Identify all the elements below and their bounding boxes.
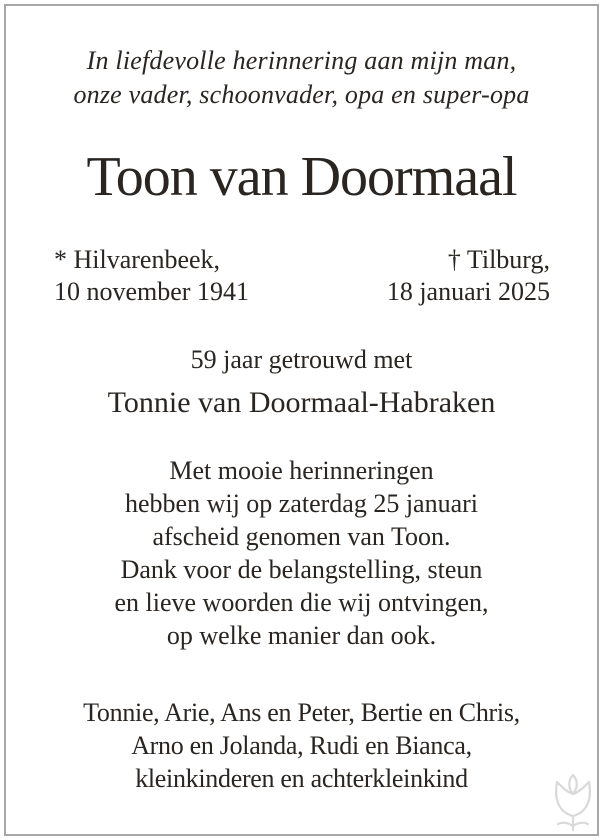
- family-line: Tonnie, Arie, Ans en Peter, Bertie en Chris,: [83, 698, 520, 727]
- spouse-name: Tonnie van Doormaal-Habraken: [107, 386, 496, 419]
- death-date: 18 januari 2025: [386, 277, 550, 306]
- intro-line: In liefdevolle herinnering aan mijn man,: [86, 46, 517, 75]
- family-line: kleinkinderen en achterkleinkind: [135, 764, 468, 793]
- message-line: Met mooie herinneringen: [169, 456, 434, 485]
- birth-date: 10 november 1941: [54, 277, 249, 306]
- intro-text: [0, 44, 603, 112]
- message-line: Dank voor de belangstelling, steun: [120, 555, 483, 584]
- thank-you-message: [0, 454, 603, 652]
- death-place: † Tilburg,: [447, 245, 550, 274]
- birth-info: [54, 244, 249, 308]
- family-line: Arno en Jolanda, Rudi en Bianca,: [131, 731, 472, 760]
- message-line: afscheid genomen van Toon.: [152, 522, 451, 551]
- life-dates: [54, 244, 550, 308]
- birth-place: * Hilvarenbeek,: [54, 245, 221, 274]
- message-line: hebben wij op zaterdag 25 januari: [124, 489, 479, 518]
- tulip-emblem-icon: [548, 772, 598, 834]
- message-line: en lieve woorden die wij ontvingen,: [114, 588, 489, 617]
- marriage-text: 59 jaar getrouwd met: [190, 345, 413, 374]
- deceased-name: Toon van Doormaal: [86, 146, 517, 208]
- family-signature: [0, 696, 603, 795]
- intro-line: onze vader, schoonvader, opa en super-opa: [73, 80, 530, 109]
- death-info: [387, 244, 550, 308]
- message-line: op welke manier dan ook.: [166, 621, 437, 650]
